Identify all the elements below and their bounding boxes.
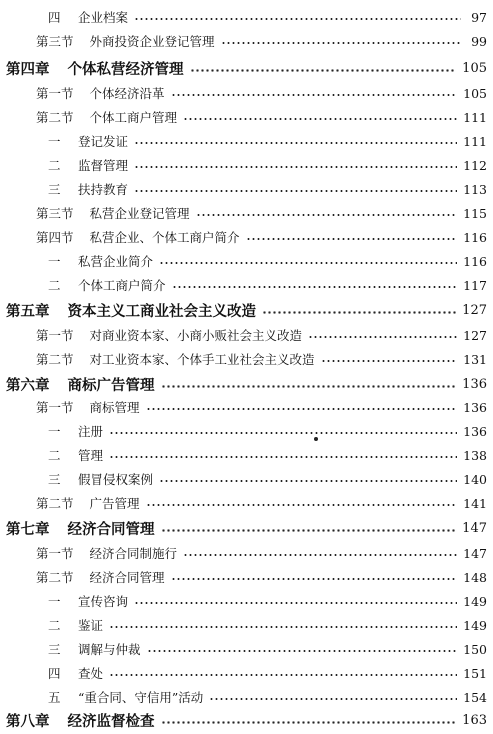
toc-entry-text xyxy=(48,276,166,294)
toc-entry-text xyxy=(36,494,140,512)
toc-entry-title: 广告管理 xyxy=(89,496,140,511)
toc-entry-label: 一 xyxy=(48,254,61,269)
toc-entry-text xyxy=(6,374,155,395)
toc-entry-chapter xyxy=(0,372,493,396)
toc-entry-title: 登记发证 xyxy=(78,134,129,149)
dot-leader xyxy=(159,480,457,482)
dot-leader xyxy=(209,698,457,700)
toc-entry-text xyxy=(6,300,256,321)
toc-entry-title: 企业档案 xyxy=(78,10,129,25)
toc-entry-page: 147 xyxy=(462,520,487,536)
dot-leader xyxy=(146,408,458,410)
toc-entry-label: 第三节 xyxy=(36,206,74,221)
toc-entry-title: 注册 xyxy=(78,424,104,439)
toc-entry-sub xyxy=(0,614,493,636)
toc-entry-page: 136 xyxy=(463,399,487,415)
toc-entry-text xyxy=(48,446,103,464)
toc-entry-label: 第二节 xyxy=(36,570,74,585)
toc-entry-sub xyxy=(0,638,493,660)
toc-entry-title: 商标管理 xyxy=(89,400,140,415)
toc-entry-chapter xyxy=(0,708,493,732)
toc-entry-title: 个体工商户简介 xyxy=(78,278,166,293)
toc-entry-text xyxy=(48,422,103,440)
toc-entry-text xyxy=(48,470,153,488)
toc-entry-label: 第一节 xyxy=(36,328,74,343)
toc-entry-text xyxy=(48,688,203,706)
dot-leader xyxy=(308,336,457,338)
toc-entry-title: 私营企业、个体工商户简介 xyxy=(89,230,240,245)
toc-entry-section xyxy=(0,542,493,564)
toc-entry-page: 97 xyxy=(471,9,487,25)
toc-entry-text xyxy=(6,710,155,731)
print-speck xyxy=(314,437,318,441)
toc-entry-text xyxy=(6,58,184,79)
toc-entry-title: 调解与仲裁 xyxy=(78,642,141,657)
dot-leader xyxy=(196,214,458,216)
dot-leader xyxy=(321,360,458,362)
toc-entry-title: 经济合同管理 xyxy=(89,570,165,585)
toc-entry-title: 个体经济沿革 xyxy=(89,86,165,101)
toc-entry-label: 第二节 xyxy=(36,352,74,367)
dot-leader xyxy=(134,18,461,20)
toc-entry-label: 二 xyxy=(48,278,61,293)
toc-entry-sub xyxy=(0,6,493,28)
toc-entry-label: 一 xyxy=(48,134,61,149)
toc-entry-section xyxy=(0,82,493,104)
toc-entry-label: 第四节 xyxy=(36,230,74,245)
toc-entry-text xyxy=(36,32,215,50)
dot-leader xyxy=(183,554,457,556)
toc-entry-page: 115 xyxy=(463,205,487,221)
toc-entry-page: 111 xyxy=(463,109,487,125)
toc-entry-label: 第八章 xyxy=(6,713,50,730)
toc-entry-title: 监督管理 xyxy=(78,158,129,173)
toc-entry-title: 扶持教育 xyxy=(78,182,129,197)
dot-leader xyxy=(171,578,458,580)
toc-entry-label: 第四章 xyxy=(6,61,50,78)
toc-entry-sub xyxy=(0,686,493,708)
toc-entry-title: 外商投资企业登记管理 xyxy=(89,34,215,49)
toc-entry-text xyxy=(36,108,177,126)
toc-entry-page: 149 xyxy=(463,593,487,609)
toc-entry-label: 第七章 xyxy=(6,521,50,538)
toc-entry-text xyxy=(36,350,315,368)
toc-entry-page: 131 xyxy=(463,351,487,367)
toc-entry-label: 五 xyxy=(48,690,61,705)
dot-leader xyxy=(134,142,457,144)
dot-leader xyxy=(262,311,456,314)
toc-entry-label: 第五章 xyxy=(6,303,50,320)
toc-entry-page: 138 xyxy=(463,447,487,463)
toc-entry-page: 141 xyxy=(463,495,487,511)
dot-leader xyxy=(161,385,457,388)
toc-entry-page: 127 xyxy=(462,302,487,318)
toc-entry-sub xyxy=(0,178,493,200)
toc-entry-page: 105 xyxy=(462,60,487,76)
toc-entry-sub xyxy=(0,444,493,466)
toc-entry-page: 117 xyxy=(463,277,487,293)
toc-entry-title: 对商业资本家、小商小贩社会主义改造 xyxy=(89,328,303,343)
dot-leader xyxy=(109,432,457,434)
toc-entry-section xyxy=(0,324,493,346)
toc-entry-sub xyxy=(0,130,493,152)
toc-entry-title: 私营企业简介 xyxy=(78,254,154,269)
toc-entry-label: 一 xyxy=(48,594,61,609)
toc-entry-page: 99 xyxy=(471,33,487,49)
toc-entry-label: 第六章 xyxy=(6,377,50,394)
toc-entry-sub xyxy=(0,590,493,612)
dot-leader xyxy=(146,504,458,506)
toc-entry-page: 127 xyxy=(463,327,487,343)
toc-entry-sub xyxy=(0,154,493,176)
toc-entry-text xyxy=(36,398,140,416)
toc-entry-page: 147 xyxy=(463,545,487,561)
toc-entry-label: 四 xyxy=(48,10,61,25)
dot-leader xyxy=(109,626,457,628)
toc-entry-section xyxy=(0,226,493,248)
toc-entry-title: 假冒侵权案例 xyxy=(78,472,154,487)
toc-entry-title: 私营企业登记管理 xyxy=(89,206,190,221)
dot-leader xyxy=(147,650,458,652)
toc-entry-label: 三 xyxy=(48,472,61,487)
toc-entry-text xyxy=(48,616,103,634)
toc-entry-title: 查处 xyxy=(78,666,104,681)
toc-entry-section xyxy=(0,202,493,224)
toc-entry-title: 个体工商户管理 xyxy=(89,110,178,125)
dot-leader xyxy=(109,674,457,676)
dot-leader xyxy=(134,166,457,168)
toc-entry-text xyxy=(36,84,165,102)
toc-entry-text xyxy=(36,544,177,562)
dot-leader xyxy=(134,190,457,192)
toc-entry-page: 148 xyxy=(463,569,487,585)
toc-entry-title: 资本主义工商业社会主义改造 xyxy=(67,303,256,320)
toc-entry-page: 116 xyxy=(463,229,487,245)
toc-entry-page: 150 xyxy=(463,641,487,657)
toc-entry-title: 商标广告管理 xyxy=(67,377,155,394)
toc-entry-page: 140 xyxy=(463,471,487,487)
toc-entry-page: 113 xyxy=(463,181,487,197)
toc-entry-text xyxy=(48,156,128,174)
dot-leader xyxy=(190,69,457,72)
toc-entry-page: 151 xyxy=(463,665,487,681)
toc-entry-text xyxy=(48,8,128,26)
toc-entry-sub xyxy=(0,274,493,296)
toc-entry-text xyxy=(36,204,190,222)
toc-entry-title: 经济监督检查 xyxy=(67,713,155,730)
dot-leader xyxy=(134,602,457,604)
toc-entry-page: 163 xyxy=(462,712,487,728)
toc-entry-section xyxy=(0,348,493,370)
toc-entry-section xyxy=(0,566,493,588)
dot-leader xyxy=(246,238,458,240)
dot-leader xyxy=(161,721,457,724)
toc-entry-label: 三 xyxy=(48,182,61,197)
toc-entry-label: 第一节 xyxy=(36,546,74,561)
toc-entry-label: 三 xyxy=(48,642,61,657)
toc-entry-text xyxy=(36,568,165,586)
toc-entry-title: 宣传咨询 xyxy=(78,594,129,609)
toc-entry-text xyxy=(36,326,302,344)
toc-entry-title: 经济合同制施行 xyxy=(89,546,178,561)
toc-entry-page: 136 xyxy=(462,376,487,392)
toc-entry-title: 个体私营经济管理 xyxy=(67,61,184,78)
toc-entry-chapter xyxy=(0,298,493,322)
toc-entry-label: 第二节 xyxy=(36,496,74,511)
dot-leader xyxy=(161,529,457,532)
dot-leader xyxy=(171,94,458,96)
toc-entry-page: 149 xyxy=(463,617,487,633)
toc-entry-text xyxy=(48,592,128,610)
toc-entry-label: 二 xyxy=(48,618,61,633)
toc-entry-title: 经济合同管理 xyxy=(67,521,155,538)
toc-entry-page: 116 xyxy=(463,253,487,269)
dot-leader xyxy=(183,118,457,120)
toc-entry-chapter xyxy=(0,516,493,540)
toc-entry-text xyxy=(48,252,153,270)
toc-entry-section xyxy=(0,396,493,418)
dot-leader xyxy=(221,42,461,44)
toc-entry-sub xyxy=(0,420,493,442)
toc-entry-section xyxy=(0,30,493,52)
dot-leader xyxy=(159,262,457,264)
toc-entry-title: 对工业资本家、个体手工业社会主义改造 xyxy=(89,352,315,367)
toc-entry-sub xyxy=(0,662,493,684)
toc-entry-label: 四 xyxy=(48,666,61,681)
toc-entry-text xyxy=(48,664,103,682)
toc-entry-text xyxy=(36,228,240,246)
toc-entry-label: 一 xyxy=(48,424,61,439)
toc-entry-page: 154 xyxy=(463,689,487,705)
toc-entry-text xyxy=(6,518,155,539)
toc-entry-section xyxy=(0,492,493,514)
toc-entry-title: 鉴证 xyxy=(78,618,104,633)
toc-entry-page: 112 xyxy=(463,157,487,173)
dot-leader xyxy=(172,286,458,288)
toc-entry-text xyxy=(48,640,141,658)
toc-entry-label: 第三节 xyxy=(36,34,74,49)
toc-entry-text xyxy=(48,132,128,150)
toc-entry-sub xyxy=(0,468,493,490)
toc-entry-sub xyxy=(0,250,493,272)
dot-leader xyxy=(109,456,457,458)
toc-entry-label: 第一节 xyxy=(36,400,74,415)
toc-entry-section xyxy=(0,106,493,128)
toc-entry-label: 第一节 xyxy=(36,86,74,101)
toc-entry-label: 二 xyxy=(48,158,61,173)
toc-entry-page: 111 xyxy=(463,133,487,149)
toc-entry-title: 管理 xyxy=(78,448,104,463)
toc-entry-title: “重合同、守信用”活动 xyxy=(78,690,204,705)
toc-entry-text xyxy=(48,180,128,198)
toc-entry-page: 136 xyxy=(463,423,487,439)
toc-entry-chapter xyxy=(0,56,493,80)
toc-entry-page: 105 xyxy=(463,85,487,101)
toc-entry-label: 二 xyxy=(48,448,61,463)
toc-entry-label: 第二节 xyxy=(36,110,74,125)
